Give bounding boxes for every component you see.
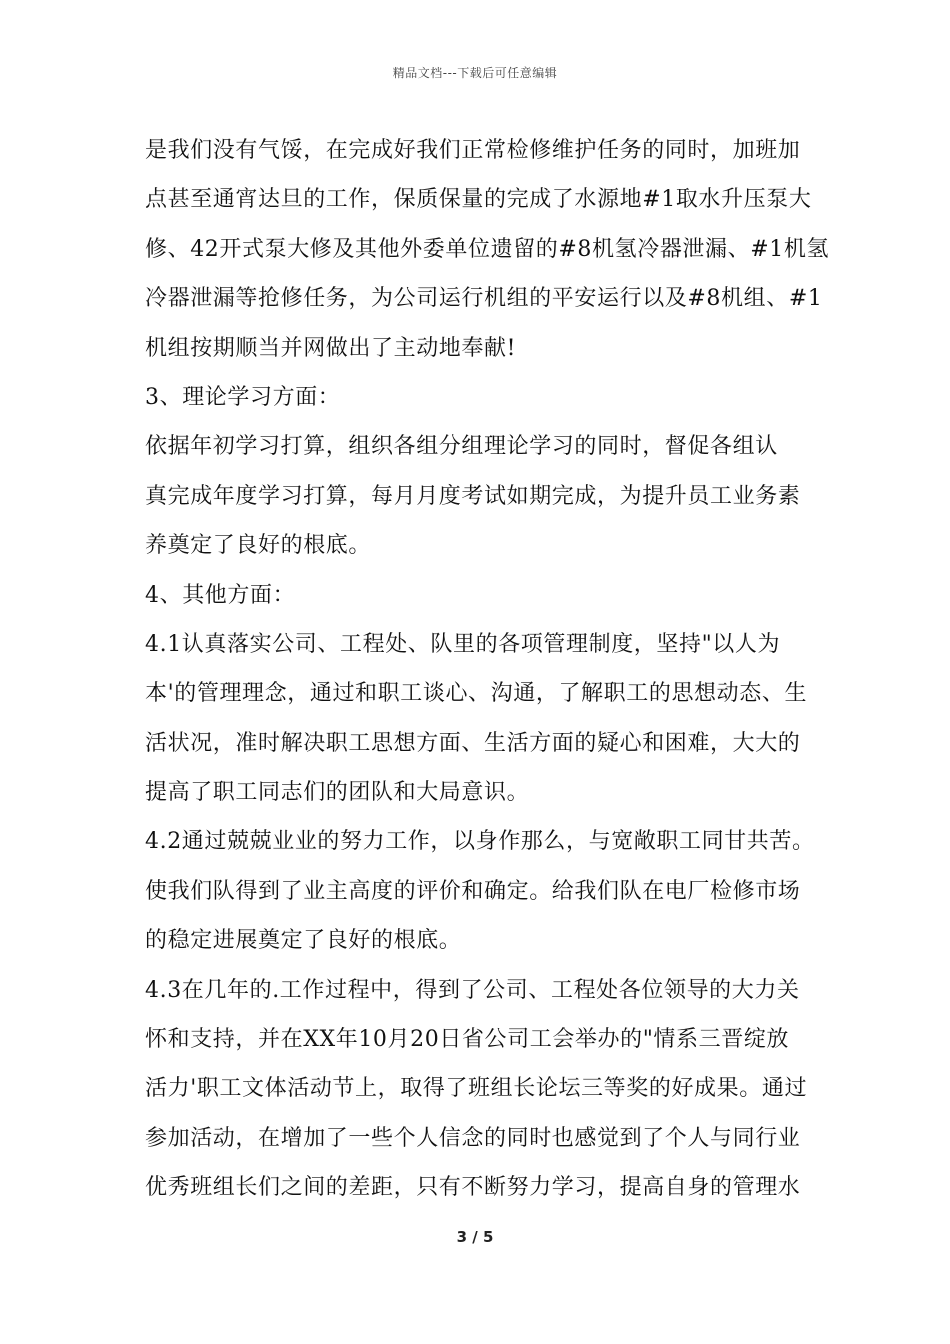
- page-number: 3 / 5: [456, 1228, 494, 1246]
- body-line: 机组按期顺当并网做出了主动地奉献!: [145, 335, 517, 361]
- body-line: 使我们队得到了业主高度的评价和确定。给我们队在电厂检修市场: [145, 878, 801, 904]
- section-heading-other: 4、其他方面：: [145, 582, 296, 608]
- body-line: 冷器泄漏等抢修任务，为公司运行机组的平安运行以及#8机组、#1: [145, 286, 823, 312]
- body-line: 是我们没有气馁，在完成好我们正常检修维护任务的同时，加班加: [145, 138, 801, 163]
- body-line: 4.2通过兢兢业业的努力工作，以身作那么，与宽敞职工同甘共苦。: [145, 829, 815, 855]
- body-line: 优秀班组长们之间的差距，只有不断努力学习，提高自身的管理水: [145, 1175, 801, 1201]
- body-line: 4.3在几年的.工作过程中，得到了公司、工程处各位领导的大力关: [145, 977, 800, 1003]
- body-line: 点甚至通宵达旦的工作，保质保量的完成了水源地#1取水升压泵大: [145, 187, 812, 213]
- body-line: 的稳定进展奠定了良好的根底。: [145, 928, 462, 954]
- section-heading-theory: 3、理论学习方面：: [145, 384, 341, 410]
- body-line: 4.1认真落实公司、工程处、队里的各项管理制度，坚持"以人为: [145, 631, 781, 657]
- body-line: 本'的管理理念，通过和职工谈心、沟通，了解职工的思想动态、生: [145, 681, 808, 707]
- body-line: 修、42开式泵大修及其他外委单位遗留的#8机氢冷器泄漏、#1机氢: [145, 236, 830, 262]
- page-header: 精品文档---下载后可任意编辑: [392, 66, 558, 80]
- body-line: 提高了职工同志们的团队和大局意识。: [145, 780, 530, 806]
- body-line: 活力'职工文体活动节上，取得了班组长论坛三等奖的好成果。通过: [145, 1076, 808, 1102]
- document-body: [145, 126, 830, 1213]
- body-line: 真完成年度学习打算，每月月度考试如期完成，为提升员工业务素: [145, 483, 801, 509]
- body-line: 养奠定了良好的根底。: [145, 533, 372, 559]
- body-line: 参加活动，在增加了一些个人信念的同时也感觉到了个人与同行业: [145, 1125, 801, 1151]
- body-line: 活状况，准时解决职工思想方面、生活方面的疑心和困难，大大的: [145, 730, 801, 756]
- body-line: 怀和支持，并在XX年10月20日省公司工会举办的"情系三晋绽放: [145, 1027, 790, 1053]
- body-line: 依据年初学习打算，组织各组分组理论学习的同时，督促各组认: [145, 434, 778, 460]
